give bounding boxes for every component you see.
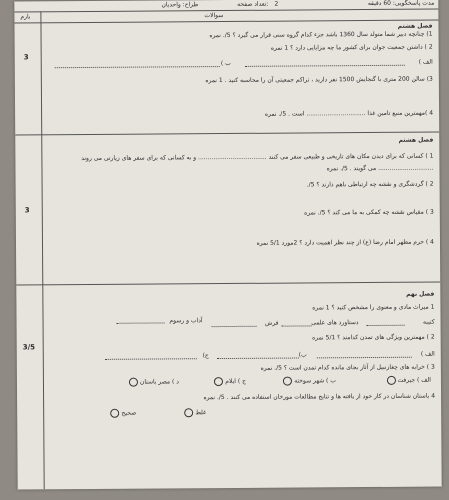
section-3-q1-item-2: دستاورد های علمی bbox=[311, 319, 359, 327]
section-3-title: فصل نهم bbox=[406, 290, 435, 298]
section-3-q3-option-d-circle[interactable] bbox=[129, 378, 138, 387]
section-3-q2-a-label: الف ) bbox=[420, 350, 435, 358]
section-3-q3-option-b-circle[interactable] bbox=[283, 377, 292, 386]
questions-column-header: سوالات bbox=[204, 12, 224, 20]
section-3-q1-item-1-line bbox=[367, 325, 405, 326]
section-3-q3-option-c-circle[interactable] bbox=[214, 377, 223, 386]
section-3-q1: 1 میراث مادی و معنوی را مشخص کنید ؟ 1 نمره bbox=[312, 303, 435, 312]
section-1-score: 3 bbox=[23, 53, 29, 62]
designer-name: طراح: واحدیان bbox=[161, 1, 199, 9]
section-3-q1-item-4: آداب و رسوم bbox=[169, 317, 203, 325]
section-2-q4: 4 ) حرم مطهر امام رضا (ع) از چند نظر اهمیت دارد ؟ 2مورد 5/1 نمره bbox=[256, 238, 435, 247]
section-2-title: فصل هشتم bbox=[398, 136, 434, 144]
section-2-score: 3 bbox=[24, 206, 30, 215]
section-divider-2 bbox=[16, 282, 440, 286]
section-3-q1-item-3-line bbox=[212, 326, 257, 327]
section-3-q1-item-2-line bbox=[282, 325, 312, 326]
exam-duration: مدت پاسخگویی: 60 دقیقه bbox=[367, 0, 435, 8]
section-3-q1-item-3: فرش bbox=[265, 319, 279, 327]
section-1-q2: 2 ) داشتن جمعیت جوان برای کشور ما چه مزایایی دارد ؟ 1 نمره bbox=[270, 43, 433, 52]
section-1-title: فصل هشتم bbox=[397, 22, 433, 30]
section-3-q4: 4 باستان شناسان در کار خود از یافته ها و نتایج مطالعات مورخان استفاده می کنند . 5/. نمره bbox=[203, 392, 436, 402]
section-3-q4-option-true-label: صحیح bbox=[121, 409, 137, 417]
section-3-q3-option-b-label: ب ) شهر سوخته bbox=[294, 377, 336, 385]
section-3-q4-option-true[interactable] bbox=[111, 409, 137, 418]
section-1-q4: 4 )مهمترین منبع تامین غذا ............................... است . 5/. نمره bbox=[264, 109, 434, 118]
section-3-q4-option-false[interactable] bbox=[184, 408, 206, 417]
section-3-q2-a-line bbox=[317, 357, 412, 359]
section-3-q2-c-line bbox=[105, 358, 197, 360]
section-3-q3-option-d-label: د ) مصر باستان bbox=[139, 378, 179, 386]
section-1-q3: 3) سالن 200 متری با گنجایش 1500 نفر دارید ، تراکم جمعیتی آن را محاسبه کنید . 1 نمره bbox=[205, 75, 433, 85]
section-3-q1-item-4-line bbox=[117, 322, 165, 323]
section-3-q3-option-c-label: ج ) ایلام bbox=[225, 377, 246, 386]
section-divider-1 bbox=[15, 132, 439, 136]
page-count-label: تعداد صفحه: bbox=[237, 0, 269, 8]
section-3-q3: 3 ) خرابه های چغازنبیل از آثار بجای مانده کدام تمدن است ؟ 5/. نمره bbox=[260, 363, 435, 372]
section-3-q3-option-a-label: الف ) جیرفت bbox=[397, 376, 431, 384]
section-3-q1-item-1: کتیبه bbox=[423, 318, 435, 326]
section-3-q4-option-true-circle[interactable] bbox=[111, 409, 120, 418]
section-3-q2-c-label: ج) bbox=[202, 352, 209, 360]
section-3-q4-option-false-circle[interactable] bbox=[184, 408, 193, 417]
section-3-score: 3/5 bbox=[22, 343, 36, 352]
section-3-q3-option-a[interactable] bbox=[387, 376, 431, 385]
section-3-q2-b-label: ب) bbox=[298, 351, 307, 359]
section-3-q2-b-line bbox=[217, 358, 299, 360]
page-count: 2 bbox=[274, 0, 279, 8]
section-1-q1: 1) چنانچه دبیر شما متولد سال 1360 باشد جزء کدام گروه سنی قرار می گیرد ؟ 5/. نمره bbox=[209, 30, 433, 40]
score-column-header: بارم bbox=[20, 13, 31, 21]
section-3-q2: 2 ) مهمترین ویژگی های تمدن کدامند ؟ 5/1 نمره bbox=[312, 333, 435, 342]
section-1-q2-b-label: ب ) bbox=[220, 59, 231, 68]
exam-page bbox=[14, 0, 441, 489]
section-3-q4-option-false-label: غلط bbox=[195, 409, 207, 417]
score-column-divider bbox=[40, 11, 44, 489]
section-3-q3-option-a-circle[interactable] bbox=[387, 376, 396, 385]
section-1-q2-a-answer-line bbox=[245, 65, 405, 67]
section-2-q2: 2 ) گردشگری و نقشه چه ارتباطی باهم دارند ؟ 5/. bbox=[306, 180, 434, 189]
section-1-q2-a-label: الف ) bbox=[418, 58, 433, 66]
section-1-q2-b-answer-line bbox=[55, 66, 220, 68]
section-3-q3-option-c[interactable] bbox=[214, 377, 246, 386]
section-2-q1: 1 ) کسانی که برای دیدن مکان های تاریخی و طبیعی سفر می کنند .................................... و به کسانی که برای سفر های زیارتی می روند bbox=[81, 152, 434, 163]
section-2-q1-cont: ............................. می گویند . 5/. نمره bbox=[326, 164, 434, 173]
column-header bbox=[14, 9, 438, 24]
section-2-q3: 3 ) مقیاس نقشه چه کمکی به ما می کند ؟ 5/. نمره bbox=[304, 208, 434, 217]
section-3-q3-option-d[interactable] bbox=[129, 377, 179, 386]
section-3-q3-option-b[interactable] bbox=[283, 376, 336, 385]
